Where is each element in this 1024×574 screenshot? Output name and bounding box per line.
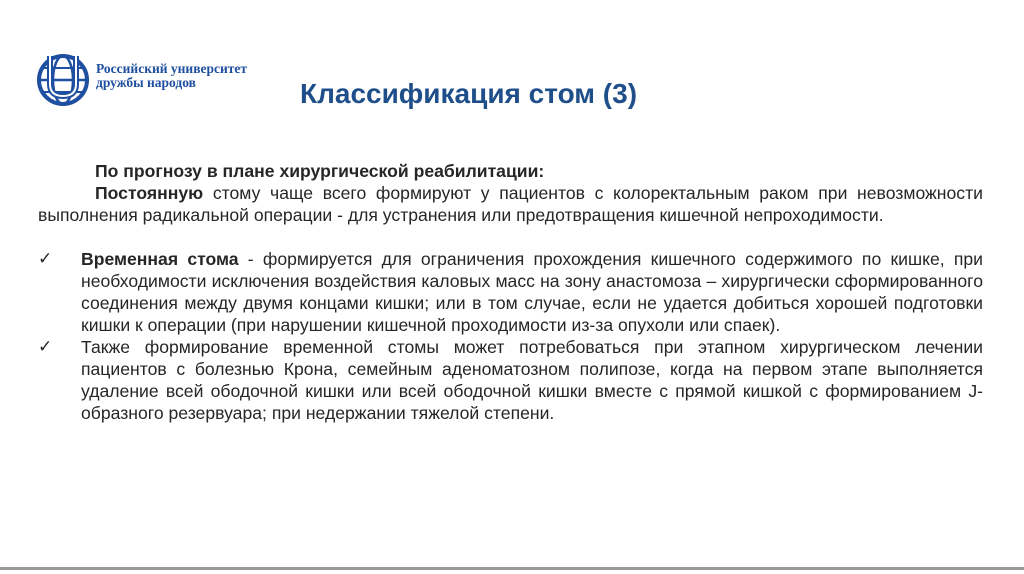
bullet-text: - формируется для ограничения прохождения кишечного содержимого по кишке, при необходимости исключения воздействия каловых масс на зону анастомоза – хирургически сформированного соединения между двумя концами кишки; или в том случае, если не удается добиться хорошей подготовки кишки к операции (при нарушении кишечной проходимости из-за опухоли или спаек). (81, 249, 983, 335)
checkmark-icon: ✓ (38, 337, 53, 357)
bottom-divider (0, 567, 1024, 570)
spacer (38, 226, 983, 248)
section-heading: По прогнозу в плане хирургической реабилитации: (95, 161, 545, 181)
globe-emblem-icon (36, 50, 94, 110)
university-name-line1: Российский университет (96, 61, 248, 76)
checkmark-icon: ✓ (38, 249, 53, 269)
bullet-lead: Временная стома (81, 249, 239, 269)
university-name (96, 62, 247, 90)
slide-title: Классификация стом (3) (300, 78, 638, 109)
bullet-text: Также формирование временной стомы может потребоваться при этапном хирургическом лечении пациентов с болезнью Крона, семейным аденоматозном полипозе, когда на первом этапе выполняется удаление всей ободочной кишки или всей ободочной кишки вместе с прямой кишкой с формированием J-образного резервуара; при недержании тяжелой степени. (81, 337, 983, 423)
paragraph-permanent-stoma (38, 182, 983, 226)
slide-body (38, 160, 983, 424)
university-name-line2: дружбы народов (96, 75, 196, 90)
university-logo (36, 50, 296, 110)
bullet-item (38, 336, 983, 424)
paragraph-lead: Постоянную (95, 183, 204, 203)
bullet-item (38, 248, 983, 336)
paragraph-text: стому чаще всего формируют у пациентов с колоректальным раком при невозможности выполнения радикальной операции - для устранения или предотвращения кишечной непроходимости. (38, 183, 983, 225)
